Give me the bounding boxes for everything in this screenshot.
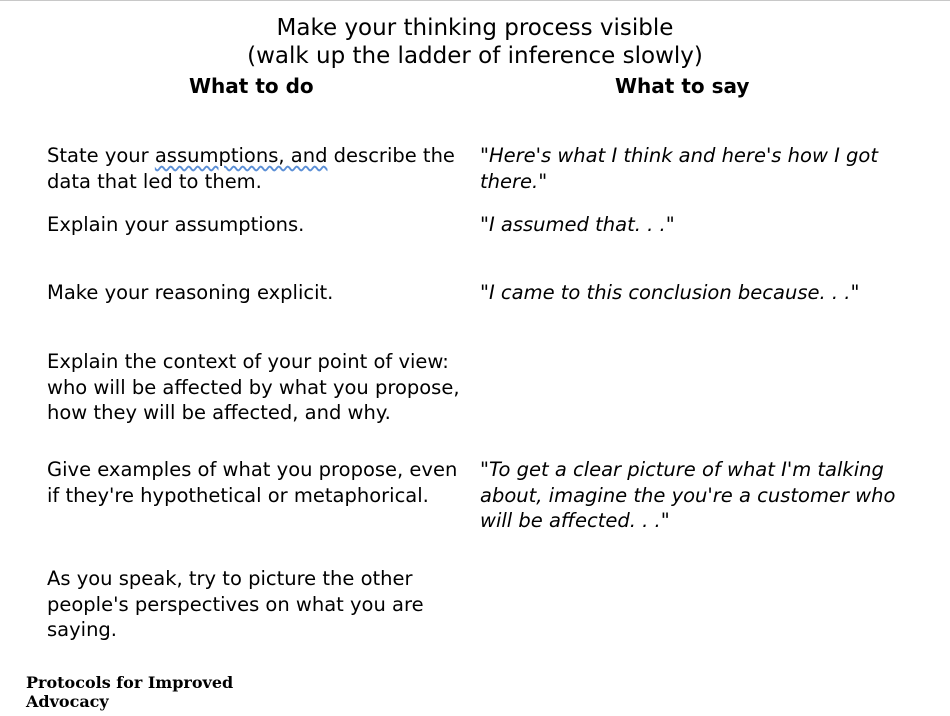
column-header-what-to-do: What to do <box>189 74 314 98</box>
what-to-say-row-2: "I assumed that. . ." <box>480 213 675 236</box>
what-to-do-row-6: As you speak, try to picture the other people's perspectives on what you are saying. <box>47 567 424 641</box>
what-to-do-row-2: Explain your assumptions. <box>47 213 305 236</box>
what-to-say-row-5: "To get a clear picture of what I'm talking about, imagine the you're a customer who will be affected. . ." <box>480 458 896 532</box>
footer-caption: Protocols for Improved Advocacy <box>26 673 234 711</box>
what-to-do-row-1 <box>47 143 467 194</box>
what-to-do-row-4: Explain the context of your point of view: who will be affected by what you propose, how they will be affected, and why. <box>47 350 460 424</box>
what-to-say-row-3: "I came to this conclusion because. . ." <box>480 281 860 304</box>
column-header-what-to-say: What to say <box>615 74 750 98</box>
top-border <box>0 0 950 1</box>
spellcheck-underlined-text: assumptions, and <box>154 144 328 167</box>
what-to-say-row-1: "Here's what I think and here's how I got there." <box>480 144 878 193</box>
page-title-line-1: Make your thinking process visible <box>276 15 674 41</box>
page-title-line-2: (walk up the ladder of inference slowly) <box>247 43 703 69</box>
what-to-do-row-3: Make your reasoning explicit. <box>47 281 334 304</box>
what-to-do-row-1-part-1: State your <box>47 144 155 167</box>
what-to-do-row-5: Give examples of what you propose, even if they're hypothetical or metaphorical. <box>47 458 458 507</box>
what-to-do-row-1-part-2: describe the data that led to them. <box>47 144 455 193</box>
